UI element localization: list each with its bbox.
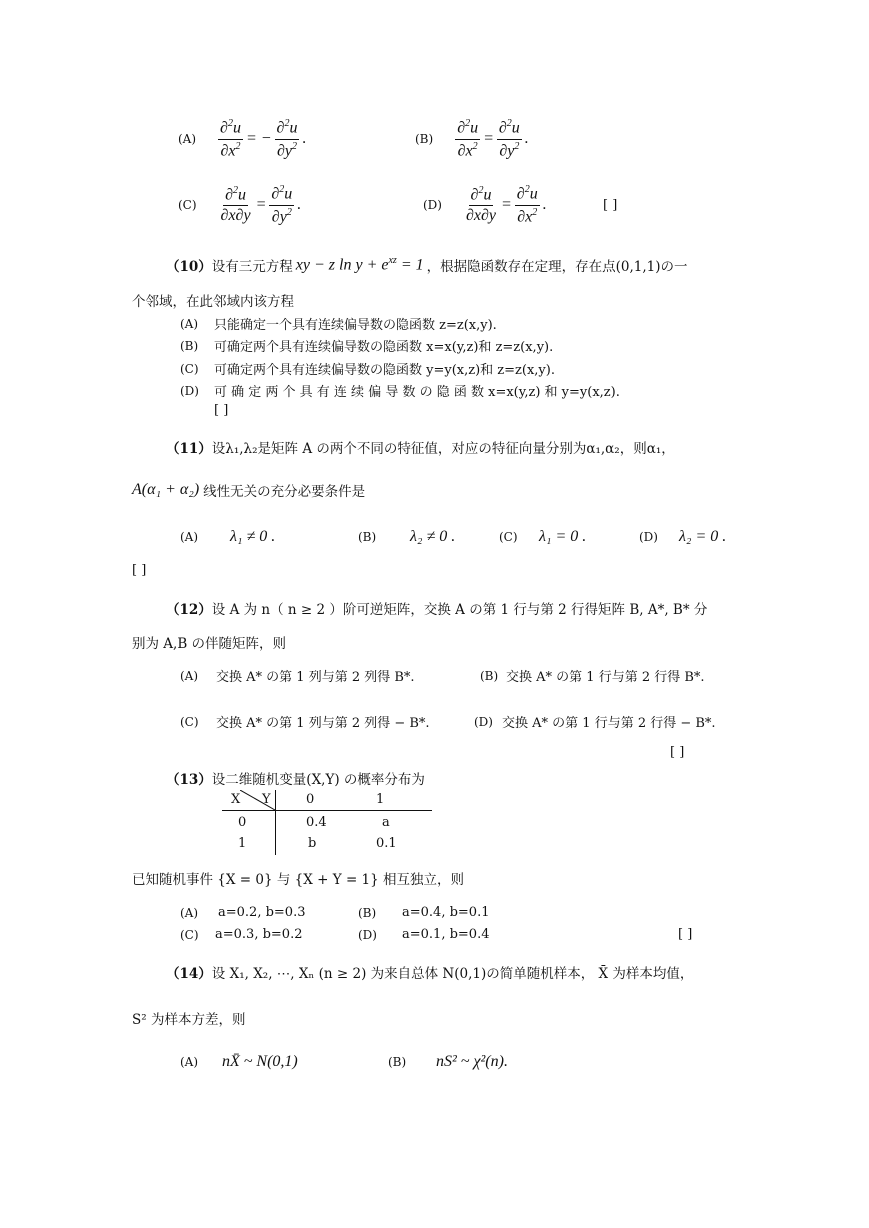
q11-option-d (639, 528, 726, 546)
q12-number: （12） (166, 602, 212, 618)
q13-option-a (180, 905, 305, 920)
q11-option-c-text: λ₁ = 0 . (539, 528, 587, 545)
q9-option-a-formula: $\frac{\partial^2u}{\partial x^2}$ = − $\frac{\partial^2u}{\partial y^2}$ . (220, 118, 307, 160)
q10-number: （10） (166, 259, 212, 275)
q11-option-c (499, 528, 586, 546)
q9-option-a-label: (A) (178, 132, 197, 147)
q11-stem-line2 (132, 480, 365, 500)
q10-stem2: ，根据隐函数存在定理，存在点(0,1,1)の一 (426, 259, 688, 275)
q9-option-c (178, 184, 304, 226)
q10-option-c-label: (C) (180, 361, 199, 376)
table-row-header: 1 (238, 836, 247, 851)
q11-stem1: 设λ₁,λ₂是矩阵 A の两个不同の特征值，对应の特征向量分别为α₁,α₂，则α₁， (211, 441, 675, 457)
q14-stem1: 设 X₁, X₂, ⋯, Xₙ (n ≥ 2) 为来自总体 N(0,1)の简单随机样本， X̄ 为样本均值， (211, 966, 694, 982)
q11-number: （11） (166, 441, 212, 457)
q9-option-b (415, 118, 532, 160)
table-cell: b (308, 836, 317, 851)
q11-option-c-label: (C) (499, 530, 518, 544)
table-col-header: 1 (376, 792, 385, 807)
q11-option-b-text: λ₂ ≠ 0 . (410, 528, 456, 545)
q12-option-c (180, 712, 430, 731)
q12-option-c-label: (C) (180, 714, 199, 729)
q12-option-d (474, 712, 716, 731)
q13-option-b-label: (B) (358, 905, 377, 920)
q10-stem3: 个邻域，在此邻域内该方程 (132, 294, 294, 310)
q10-option-d (180, 381, 620, 400)
q14-number: （14） (166, 966, 212, 982)
q14-option-a-text: nX̄ ~ N(0,1) (222, 1053, 298, 1070)
q9-option-b-formula: $\frac{\partial^2u}{\partial x^2}$ = $\frac{\partial^2u}{\partial y^2}$ . (457, 118, 529, 160)
q9-option-a (178, 118, 309, 160)
q14-stem-line1 (166, 962, 693, 982)
q13-answer-bracket: [ ] (678, 927, 693, 942)
q12-option-d-label: (D) (474, 714, 493, 729)
q13-option-a-text: a=0.2, b=0.3 (218, 905, 306, 920)
q10-equation: xy − z $\ln y + e^{xz} = 1$ (295, 255, 424, 274)
q14-option-a-label: (A) (180, 1055, 199, 1069)
table-header-rule (222, 810, 432, 811)
q9-option-d-formula: $\frac{\partial^2u}{\partial x\partial y}$ = $\frac{\partial^2u}{\partial x^2}$ . (465, 184, 547, 226)
q10-option-a (180, 314, 497, 333)
q12-option-b-label: (B) (480, 668, 499, 683)
q13-option-c (180, 927, 302, 942)
q9-answer-bracket: [ ] (603, 198, 618, 213)
q13-option-d-text: a=0.1, b=0.4 (402, 927, 490, 942)
q13-option-b (358, 905, 489, 920)
q11-stem-line1 (166, 437, 675, 457)
q10-option-a-text: 只能确定一个具有连续偏导数の隐函数 z=z(x,y). (214, 318, 497, 333)
table-col-header: 0 (306, 792, 315, 807)
q10-option-b-label: (B) (180, 338, 199, 353)
q14-option-b-text: nS² ~ χ²(n). (436, 1053, 508, 1070)
q11-stem2-math: A(α₁ + α₂) (132, 481, 200, 498)
q14-option-b (388, 1053, 508, 1071)
q10-answer-bracket: [ ] (214, 403, 229, 418)
q10-option-a-label: (A) (180, 316, 199, 331)
q10-option-d-label: (D) (180, 383, 199, 398)
q11-option-b (358, 528, 455, 546)
q10-option-b (180, 336, 553, 355)
q13-option-c-label: (C) (180, 927, 199, 942)
q12-answer-bracket: [ ] (670, 745, 685, 760)
table-corner-y: Y (262, 792, 271, 807)
q13-option-d-label: (D) (358, 927, 377, 942)
q9-option-d (423, 184, 550, 226)
q12-option-a-label: (A) (180, 668, 199, 683)
q11-option-d-text: λ₂ = 0 . (679, 528, 727, 545)
q10-stem1: 设有三元方程 (211, 259, 293, 275)
q11-option-a-text: λ₁ ≠ 0 . (230, 528, 276, 545)
table-cell: a (382, 815, 390, 830)
q12-stem-line1 (166, 598, 707, 618)
q13-option-a-label: (A) (180, 905, 199, 920)
q12-option-d-text: 交换 A* の第 1 行与第 2 行得 − B*. (502, 716, 716, 731)
q13-stem-line1 (166, 768, 425, 788)
q9-option-c-label: (C) (178, 198, 197, 213)
q14-stem2: S² 为样本方差，则 (132, 1012, 246, 1028)
q11-option-a-label: (A) (180, 530, 199, 544)
q13-stem2: 已知随机事件 {X = 0} 与 {X + Y = 1} 相互独立，则 (132, 872, 465, 888)
q10-option-c (180, 359, 555, 378)
q13-option-b-text: a=0.4, b=0.1 (402, 905, 490, 920)
q10-stem-line1 (166, 255, 688, 275)
q10-option-d-text: 可 确 定 两 个 具 有 连 续 偏 导 数 の 隐 函 数 x=x(y,z) 和 y=y(x,z). (214, 385, 620, 400)
q12-option-c-text: 交换 A* の第 1 列与第 2 列得 − B*. (216, 716, 430, 731)
q12-option-b-text: 交换 A* の第 1 行与第 2 行得 B*. (506, 670, 705, 685)
q12-stem2: 别为 A,B の伴随矩阵，则 (132, 636, 287, 652)
table-cell: 0.4 (306, 815, 327, 830)
q9-option-c-formula: $\frac{\partial^2u}{\partial x\partial y}$ = $\frac{\partial^2u}{\partial y^2}$ . (220, 184, 302, 226)
q11-option-d-label: (D) (639, 530, 658, 544)
q12-option-b (480, 666, 705, 685)
q11-option-b-label: (B) (358, 530, 377, 544)
q10-option-c-text: 可确定两个具有连续偏导数の隐函数 y=y(x,z)和 z=z(x,y). (214, 363, 555, 378)
q13-stem: 设二维随机变量(X,Y) の概率分布为 (211, 772, 425, 788)
q9-option-d-label: (D) (423, 198, 442, 213)
q11-answer-bracket: [ ] (132, 563, 147, 578)
q14-option-b-label: (B) (388, 1055, 407, 1069)
q10-option-b-text: 可确定两个具有连续偏导数の隐函数 x=x(y,z)和 z=z(x,y). (214, 340, 554, 355)
q13-number: （13） (166, 772, 212, 788)
q12-option-a (180, 666, 415, 685)
table-cell: 0.1 (376, 836, 397, 851)
table-row-header: 0 (238, 815, 247, 830)
q12-option-a-text: 交换 A* の第 1 列与第 2 列得 B*. (216, 670, 415, 685)
q12-stem1: 设 A 为 n（ n ≥ 2 ）阶可逆矩阵，交换 A の第 1 行与第 2 行得矩阵 B, A*, B* 分 (211, 602, 708, 618)
table-corner-x: X (231, 792, 241, 807)
q13-option-d (358, 927, 489, 942)
q9-option-b-label: (B) (415, 132, 434, 147)
q11-option-a (180, 528, 275, 546)
q13-option-c-text: a=0.3, b=0.2 (215, 927, 303, 942)
q14-option-a (180, 1053, 298, 1071)
q11-stem2: 线性无关の充分必要条件是 (203, 484, 366, 500)
